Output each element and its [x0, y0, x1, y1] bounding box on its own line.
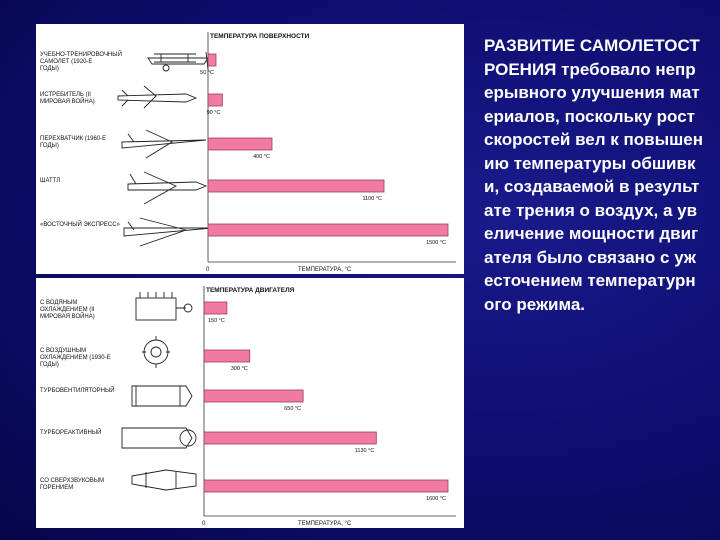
bar-3	[204, 390, 303, 402]
value-label: 400 °С	[253, 154, 270, 160]
engine-temperature-figure	[36, 278, 464, 528]
surface-temperature-chart	[36, 24, 464, 274]
orient-express-drawing-icon	[124, 218, 212, 246]
value-label: 1600 °С	[426, 496, 446, 502]
value-label: 1100 °С	[362, 196, 382, 202]
category-label: ПЕРЕХВАТЧИК (1960-Е ГОДЫ)	[40, 136, 107, 149]
chart-title: ТЕМПЕРАТУРА ПОВЕРХНОСТИ	[210, 33, 310, 40]
category-label: ТУРБОРЕАКТИВНЫЙ	[40, 430, 102, 436]
category-label: УЧЕБНО-ТРЕНИРОВОЧНЫЙ САМОЛЕТ (1920-Е ГОДЫ)	[40, 52, 122, 72]
bar-1	[204, 302, 227, 314]
category-label: С ВОДЯНЫМ ОХЛАЖДЕНИЕМ (II МИРОВАЯ ВОЙНА)	[40, 300, 95, 320]
bar-4	[204, 432, 376, 444]
bar-2	[204, 350, 250, 362]
chart-title: ТЕМПЕРАТУРА ДВИГАТЕЛЯ	[206, 287, 295, 294]
category-label: СО СВЕРХЗВУКОВЫМ ГОРЕНИЕМ	[40, 478, 105, 491]
category-label: ШАТТЛ	[40, 178, 61, 184]
fighter-drawing-icon	[118, 86, 196, 108]
bar-3	[208, 138, 272, 150]
engine-temperature-chart	[36, 278, 464, 528]
water-cooled-engine-drawing-icon	[136, 292, 192, 320]
x-axis-label: ТЕМПЕРАТУРА, °С	[298, 521, 352, 527]
shuttle-drawing-icon	[128, 172, 206, 204]
value-label: 1130 °С	[354, 448, 375, 454]
value-label: 650 °С	[284, 406, 302, 412]
bar-1	[208, 54, 216, 66]
bar-2	[208, 94, 222, 106]
turbojet-engine-drawing-icon	[122, 428, 196, 448]
x-axis-zero-tick: 0	[206, 267, 210, 273]
slide-body-text	[484, 34, 704, 316]
bar-4	[208, 180, 384, 192]
category-label: С ВОЗДУШНЫМ ОХЛАЖДЕНИЕМ (1930-Е ГОДЫ)	[40, 348, 111, 368]
interceptor-drawing-icon	[122, 130, 206, 158]
bar-5	[208, 224, 448, 236]
slide-paragraph: требовало непрерывного улучшения материалов, поскольку рост скоростей вел к повышению температуры обшивки, создаваемой в результате трения о воздух, а увеличение мощности двигателя было связано с ужесточением температурного режима.	[484, 59, 704, 314]
value-label: 1500 °С	[426, 240, 446, 246]
surface-temperature-figure	[36, 24, 464, 274]
category-label: ИСТРЕБИТЕЛЬ (II МИРОВАЯ ВОЙНА)	[40, 92, 95, 105]
x-axis-label: ТЕМПЕРАТУРА, °С	[298, 267, 352, 273]
value-label: 90 °С	[206, 110, 221, 116]
turbofan-engine-drawing-icon	[132, 386, 192, 406]
scramjet-engine-drawing-icon	[132, 470, 196, 490]
value-label: 50 °С	[200, 70, 214, 76]
bar-5	[204, 480, 448, 492]
air-cooled-engine-drawing-icon	[142, 336, 170, 368]
value-label: 150 °С	[207, 318, 225, 324]
slide-heading: РАЗВИТИЕ САМОЛЕТОСТРОЕНИЯ	[484, 36, 700, 79]
biplane-drawing-icon	[148, 52, 208, 71]
category-label: ТУРБОВЕНТИЛЯТОРНЫЙ	[40, 388, 115, 394]
category-label: «ВОСТОЧНЫЙ ЭКСПРЕСС»	[40, 222, 120, 228]
value-label: 300 °С	[230, 366, 248, 372]
x-axis-zero-tick: 0	[202, 521, 206, 527]
